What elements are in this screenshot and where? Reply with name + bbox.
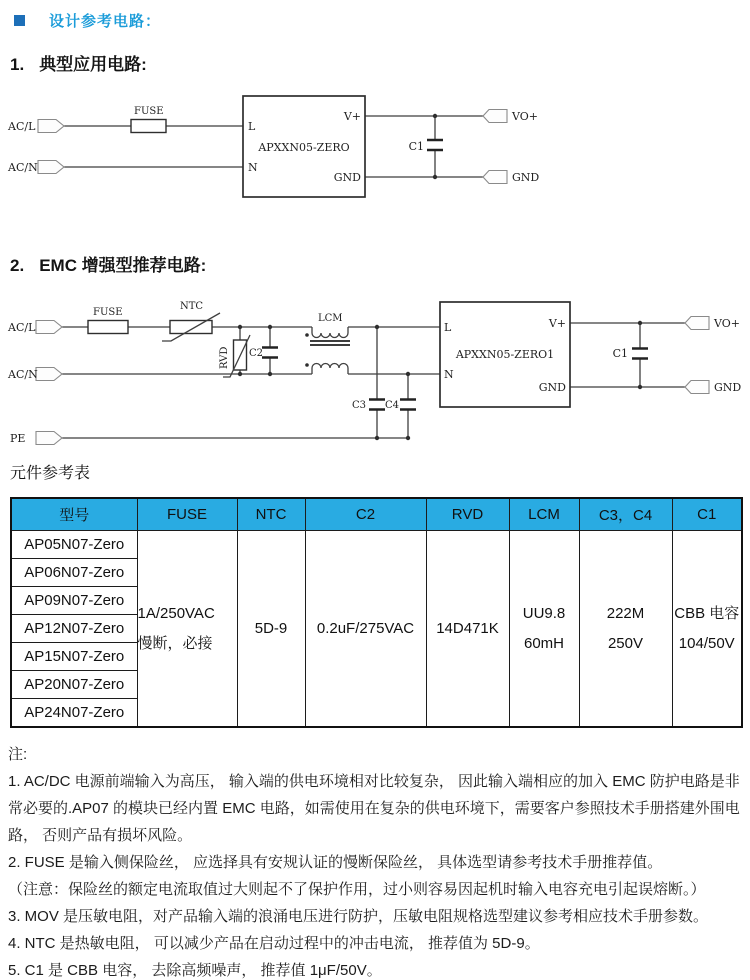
header-c3c4: C3，C4 [579, 498, 672, 531]
pin-l-label: L [248, 120, 256, 133]
wires [62, 323, 685, 438]
fuse-label: FUSE [134, 106, 164, 117]
emc-enhanced-circuit-diagram [0, 288, 750, 460]
section2-title: EMC 增强型推荐电路: [39, 256, 207, 275]
rvd-value-cell: 14D471K [426, 531, 509, 728]
fuse-value-cell [137, 531, 237, 728]
section1-title: 典型应用电路: [39, 55, 147, 74]
section2-number: 2. [10, 256, 25, 275]
note-item-2: 2. FUSE 是输入侧保险丝， 应选择具有安规认证的慢断保险丝， 具体选型请参考技术手册推荐值。 [8, 854, 663, 871]
c1-label: C1 [408, 140, 424, 153]
fuse-symbol [88, 307, 128, 334]
input-connector-acn [7, 161, 64, 175]
section1-heading [10, 50, 147, 75]
header-ntc: NTC [237, 498, 305, 531]
header-model: 型号 [11, 498, 137, 531]
pe-label: PE [10, 432, 26, 445]
note-item-1: 1. AC/DC 电源前端输入为高压， 输入端的供电环境相对比较复杂， 因此输入端相应的加入 EMC 防护电路是非常必要的.AP07 的模块已经内置 EMC 电路，如需使用在复杂的供电环境下，需要客户参照技术手册搭建外围电路， 否则产品有损坏风险。 [8, 773, 740, 844]
module-part-number: APXXN05-ZERO1 [455, 348, 555, 361]
input-connector-acl [7, 321, 62, 335]
module-part-number: APXXN05-ZERO [258, 141, 350, 154]
model-cell: AP15N07-Zero [11, 643, 137, 671]
rvd-label: RVD [219, 346, 230, 369]
acl-label: AC/L [8, 120, 36, 133]
gnd-label: GND [512, 171, 540, 184]
model-cell: AP12N07-Zero [11, 615, 137, 643]
note-item-4: 4. NTC 是热敏电阻， 可以减少产品在启动过程中的冲击电流， 推荐值为 5D-9。 [8, 935, 540, 952]
c3c4-value-line1: 222M [606, 604, 645, 622]
c1-value-cell [672, 531, 742, 728]
lcm-value-cell [509, 531, 579, 728]
c3c4-value-cell [579, 531, 672, 728]
lcm-value-line1: UU9.8 [522, 604, 566, 622]
pin-n-label: N [444, 368, 454, 381]
c1-value-line2: 104/50V [678, 634, 735, 652]
c2-value-cell: 0.2uF/275VAC [305, 531, 426, 728]
fuse-value-line1: 1A/250VAC [137, 604, 215, 622]
typical-application-circuit-diagram [0, 85, 750, 245]
output-connector-vo [685, 317, 740, 331]
component-reference-table [10, 497, 743, 728]
header-rvd: RVD [426, 498, 509, 531]
common-mode-choke-lcm-symbol [305, 313, 350, 374]
ntc-thermistor-symbol [162, 301, 220, 341]
pin-vplus-label: V+ [343, 110, 361, 123]
section1-number: 1. [10, 55, 25, 74]
pin-n-label: N [248, 161, 258, 174]
header-fuse: FUSE [137, 498, 237, 531]
model-cell: AP06N07-Zero [11, 559, 137, 587]
header-c1: C1 [672, 498, 742, 531]
header-c2: C2 [305, 498, 426, 531]
pin-gnd-label: GND [538, 381, 566, 394]
c1-value-line1: CBB 电容 [674, 604, 740, 622]
fuse-value-line2: 慢断，必接 [137, 634, 213, 652]
input-connector-acn [7, 368, 62, 382]
ntc-label: NTC [180, 301, 204, 312]
c3-label: C3 [351, 400, 366, 411]
note-item-5: 5. C1 是 CBB 电容， 去除高频噪声， 推荐值 1μF/50V。 [8, 962, 382, 979]
vo-label: VO+ [714, 317, 740, 330]
page-title: 设计参考电路： [49, 13, 162, 30]
capacitor-c1-symbol [613, 321, 648, 389]
ntc-value-cell: 5D-9 [237, 531, 305, 728]
input-connector-acl [7, 120, 64, 134]
header-lcm: LCM [509, 498, 579, 531]
gnd-label: GND [714, 381, 742, 394]
note-item-3: 3. MOV 是压敏电阻，对产品输入端的浪涌电压进行防护，压敏电阻规格选型建议参考相应技术手册参数。 [8, 908, 709, 925]
capacitor-c1-symbol [409, 114, 443, 179]
square-bullet-icon [14, 15, 25, 26]
c2-label: C2 [249, 348, 264, 359]
c3c4-value-line2: 250V [607, 634, 644, 652]
fuse-label: FUSE [93, 307, 123, 318]
acl-label: AC/L [8, 321, 36, 334]
table-header-row [11, 498, 742, 531]
notes-section [8, 741, 745, 980]
c4-label: C4 [384, 400, 400, 411]
pin-gnd-label: GND [333, 171, 361, 184]
input-connector-pe [10, 432, 62, 446]
section2-heading [10, 251, 206, 276]
vo-label: VO+ [512, 110, 538, 123]
output-connector-vo [483, 110, 538, 124]
pin-vplus-label: V+ [548, 317, 566, 330]
table-row [11, 531, 742, 559]
capacitor-c2-symbol [249, 325, 278, 376]
acn-label: AC/N [8, 368, 38, 381]
output-connector-gnd [685, 381, 741, 395]
lcm-value-line2: 60mH [523, 634, 564, 652]
model-cell: AP24N07-Zero [11, 699, 137, 728]
capacitor-c4-symbol [385, 372, 416, 440]
module-box [243, 96, 365, 197]
pin-l-label: L [444, 321, 452, 334]
c1-label: C1 [612, 347, 628, 360]
capacitor-c3-symbol [352, 325, 385, 440]
model-cell: AP20N07-Zero [11, 671, 137, 699]
module-box [440, 302, 570, 407]
lcm-label: LCM [318, 313, 343, 324]
note-item-2-caution: （注意：保险丝的额定电流取值过大则起不了保护作用，过小则容易因起机时输入电容充电引起误熔断。） [8, 881, 706, 898]
notes-title: 注: [8, 746, 28, 763]
model-cell: AP05N07-Zero [11, 531, 137, 559]
section-header [14, 10, 161, 31]
model-cell: AP09N07-Zero [11, 587, 137, 615]
table-caption: 元件参考表 [10, 465, 91, 482]
varistor-rvd-symbol [219, 325, 250, 377]
fuse-symbol [131, 106, 166, 133]
acn-label: AC/N [8, 161, 38, 174]
output-connector-gnd [483, 171, 539, 185]
